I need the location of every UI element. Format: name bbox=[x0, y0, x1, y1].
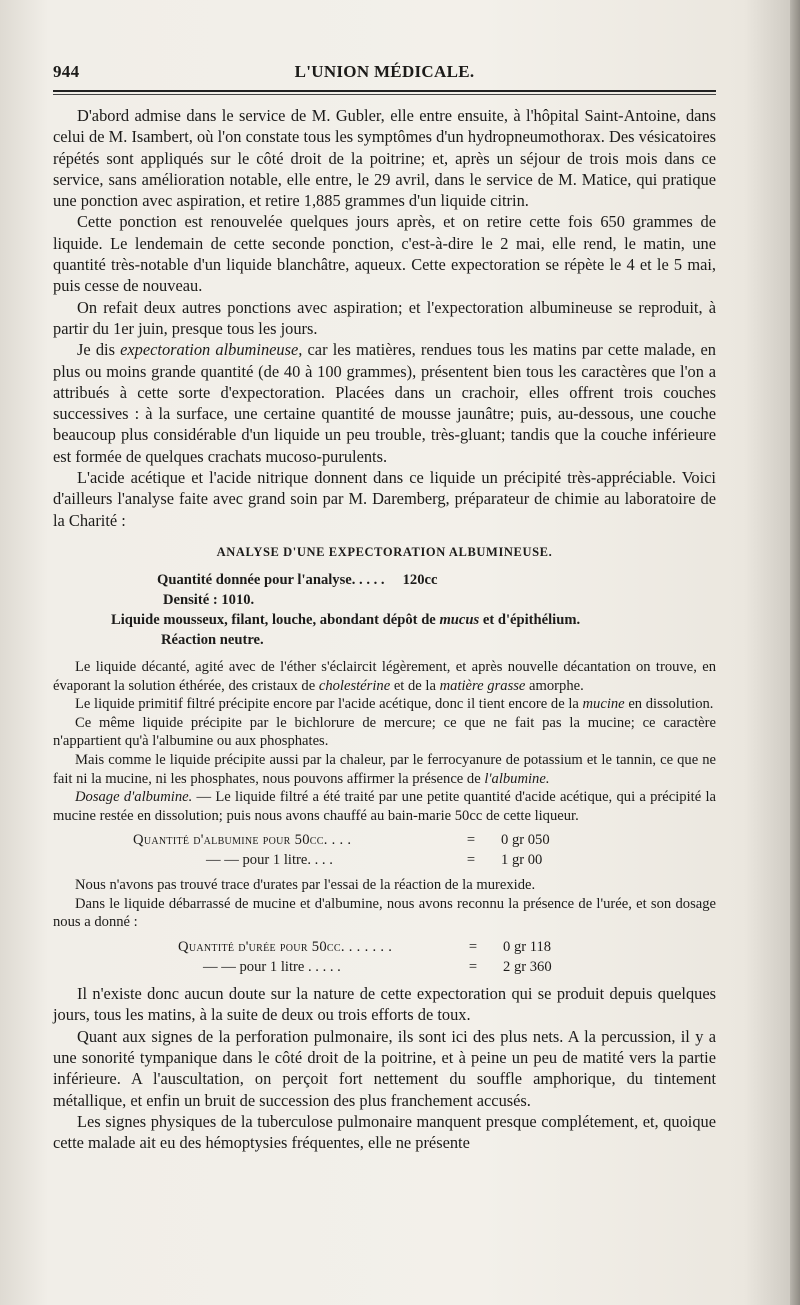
body-text-small bbox=[53, 658, 716, 825]
albumin-row: Quantité d'albumine pour 50cc. . . . = 0 gr 050 bbox=[133, 832, 550, 849]
uree-row: Quantité d'urée pour 50cc. . . . . . . = 0 gr 118 bbox=[178, 939, 552, 956]
header-rule bbox=[53, 94, 716, 95]
paragraph: Mais comme le liquide précipite aussi par la chaleur, par le ferrocyanure de potassium et le tannin, ce que ne fait ni la mucine, ni les phosphates, nous pouvons affirmer la présence de l'albumine. bbox=[53, 751, 716, 787]
paragraph: Le liquide décanté, agité avec de l'éther s'éclaircit légèrement, et après nouvelle décantation on trouve, en évaporant la solution éthérée, des cristaux de cholestérine et de la matière grasse amorphe. bbox=[53, 658, 716, 694]
page-gutter-shadow bbox=[790, 0, 800, 1305]
paragraph: Nous n'avons pas trouvé trace d'urates par l'essai de la réaction de la murexide. bbox=[75, 877, 536, 894]
paragraph: Il n'existe donc aucun doute sur la nature de cette expectoration qui se produit depuis quelques jours, tous les matins, à la suite de deux ou trois efforts de toux. bbox=[53, 984, 716, 1025]
body-text-large bbox=[53, 105, 716, 531]
paragraph: Les signes physiques de la tuberculose pulmonaire manquent presque complétement, et, quoique cette malade ait eu des hémoptysies fréquentes, elle ne présente bbox=[53, 1111, 716, 1153]
albumin-row: — — pour 1 litre. . . . = 1 gr 00 bbox=[206, 851, 543, 868]
paragraph: Le liquide primitif filtré précipite encore par l'acide acétique, donc il tient encore de la mucine en dissolution. bbox=[75, 696, 714, 713]
uree-table bbox=[53, 938, 716, 977]
analysis-title: ANALYSE D'UNE EXPECTORATION ALBUMINEUSE. bbox=[216, 544, 553, 559]
page-number: 944 bbox=[53, 62, 80, 81]
running-title: L'UNION MÉDICALE. bbox=[294, 62, 475, 81]
analysis-quantity: Quantité donnée pour l'analyse. . . . . 120cc bbox=[157, 571, 438, 588]
page-header bbox=[53, 62, 716, 92]
analysis-liquid: Liquide mousseux, filant, louche, abondant dépôt de mucus et d'épithélium. bbox=[111, 611, 581, 628]
paragraph: Quant aux signes de la perforation pulmonaire, ils sont ici des plus nets. A la percussion, il y a une sonorité tympanique dans le côté droit de la poitrine, et à peine un peu de matité vers la partie inférieure. A l'auscultation, on perçoit fort nettement du souffle amphorique, du tintement métallique, et enfin un bruit de succession des plus franchement accusés. bbox=[53, 1026, 716, 1110]
paragraph: Ce même liquide précipite par le bichlorure de mercure; ce que ne fait pas la mucine; ce caractère n'appartient qu'à l'albumine ou aux phosphates. bbox=[53, 714, 716, 750]
paragraph: Dosage d'albumine. — Le liquide filtré a été traité par une petite quantité d'acide acétique, qui a précipité la mucine restée en dissolution; puis nous avons chauffé au bain-marie 50cc de cette liqueur. bbox=[53, 789, 716, 824]
paragraph: Je dis expectoration albumineuse, car les matières, rendues tous les matins par cette malade, en plus ou moins grande quantité (de 40 à 100 grammes), présentent bien tous les caractères que l'on a attribués à cette sorte d'expectoration. Placées dans un crachoir, elles offrent trois couches successives : à la surface, une certaine quantité de mousse jaunâtre; puis, au-dessous, une couche beaucoup plus considérable d'un liquide un peu trouble, très-gluant; tandis que la couche inférieure est formée de quelques crachats mucoso-purulents. bbox=[53, 340, 716, 466]
paragraph: On refait deux autres ponctions avec aspiration; et l'expectoration albumineuse se reproduit, à partir du 1er juin, presque tous les jours. bbox=[53, 297, 716, 338]
paragraph: L'acide acétique et l'acide nitrique donnent dans ce liquide un précipité très-appréciable. Voici d'ailleurs l'analyse faite avec grand soin par M. Daremberg, préparateur de chimie au laboratoire de la Charité : bbox=[53, 468, 716, 530]
albumin-table bbox=[53, 831, 716, 870]
analysis-block bbox=[53, 570, 716, 650]
analysis-density: Densité : 1010. bbox=[163, 591, 255, 608]
body-text-small bbox=[53, 876, 716, 932]
body-text-large bbox=[53, 983, 716, 1153]
paragraph: Dans le liquide débarrassé de mucine et d'albumine, nous avons reconnu la présence de l'urée, et son dosage nous a donné : bbox=[53, 895, 716, 931]
paragraph: Cette ponction est renouvelée quelques jours après, et on retire cette fois 650 grammes de liquide. Le lendemain de cette seconde ponction, c'est-à-dire le 2 mai, elle rend, le matin, une quantité très-notable d'un liquide blanchâtre, aqueux. Cette expectoration se répète le 4 et le 5 mai, puis cesse de nouveau. bbox=[53, 212, 716, 296]
analysis-reaction: Réaction neutre. bbox=[161, 631, 264, 648]
paragraph: D'abord admise dans le service de M. Gubler, elle entre ensuite, à l'hôpital Saint-Antoine, dans celui de M. Isambert, où l'on constate tous les symptômes d'un hydropneumothorax. Des vésicatoires répétés sont appliqués sur le côté droit de la poitrine; et, après un séjour de trois mois dans ce service, sans amélioration notable, elle entre, le 29 avril, dans le service de M. Matice, qui pratique une ponction avec aspiration, et retire 1,885 grammes d'un liquide citrin. bbox=[53, 106, 716, 211]
uree-row: — — pour 1 litre . . . . . = 2 gr 360 bbox=[203, 958, 552, 975]
